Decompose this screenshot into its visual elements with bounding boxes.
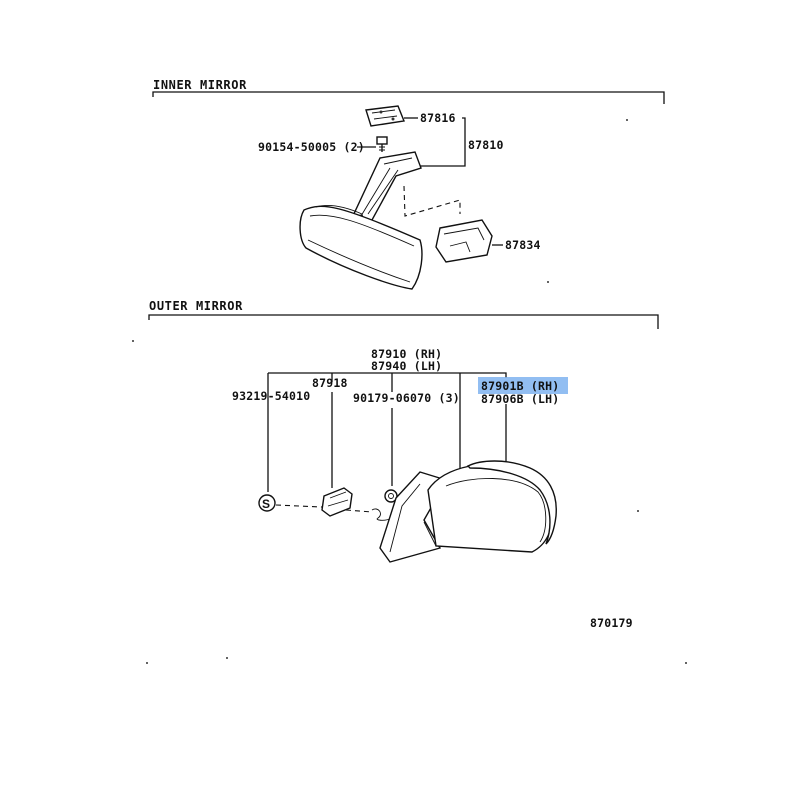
outer-mirror-assembly bbox=[380, 461, 556, 562]
cover-part bbox=[436, 220, 492, 262]
connector-part bbox=[322, 488, 352, 516]
assy-bracket-line bbox=[268, 373, 506, 378]
screw-part bbox=[377, 137, 387, 152]
label-connector: 87918 bbox=[312, 376, 348, 390]
svg-text:S: S bbox=[262, 497, 271, 511]
bracket-group-leader bbox=[420, 118, 465, 166]
outer-mirror-title: OUTER MIRROR bbox=[149, 299, 243, 313]
label-glass-lh: 87906B (LH) bbox=[481, 392, 560, 406]
inner-mirror-title: INNER MIRROR bbox=[153, 78, 247, 92]
label-outer-screw: 90179-06070 (3) bbox=[353, 391, 460, 405]
inner-mirror-body bbox=[300, 205, 422, 289]
plug-dash-link bbox=[276, 505, 322, 507]
inner-section-bracket bbox=[153, 92, 664, 104]
outer-mirror-section bbox=[149, 299, 658, 562]
connector-dash-link bbox=[346, 510, 372, 512]
label-assy-lh: 87940 (LH) bbox=[371, 359, 443, 373]
label-glass-rh: 87901B (RH) bbox=[481, 379, 560, 393]
label-bracket-group: 87810 bbox=[468, 138, 504, 152]
label-assy-rh: 87910 (RH) bbox=[371, 347, 443, 361]
label-screw: 90154-50005 (2) bbox=[258, 140, 365, 154]
inner-mirror-section bbox=[153, 78, 664, 289]
label-pad: 87816 bbox=[420, 111, 456, 125]
plug-part bbox=[259, 495, 275, 511]
figure-number: 870179 bbox=[590, 616, 633, 630]
outer-section-bracket bbox=[149, 315, 658, 329]
label-cover: 87834 bbox=[505, 238, 541, 252]
label-plug: 93219-54010 bbox=[232, 389, 311, 403]
mounting-pad-part bbox=[366, 106, 404, 126]
cover-dash-link bbox=[404, 186, 460, 216]
